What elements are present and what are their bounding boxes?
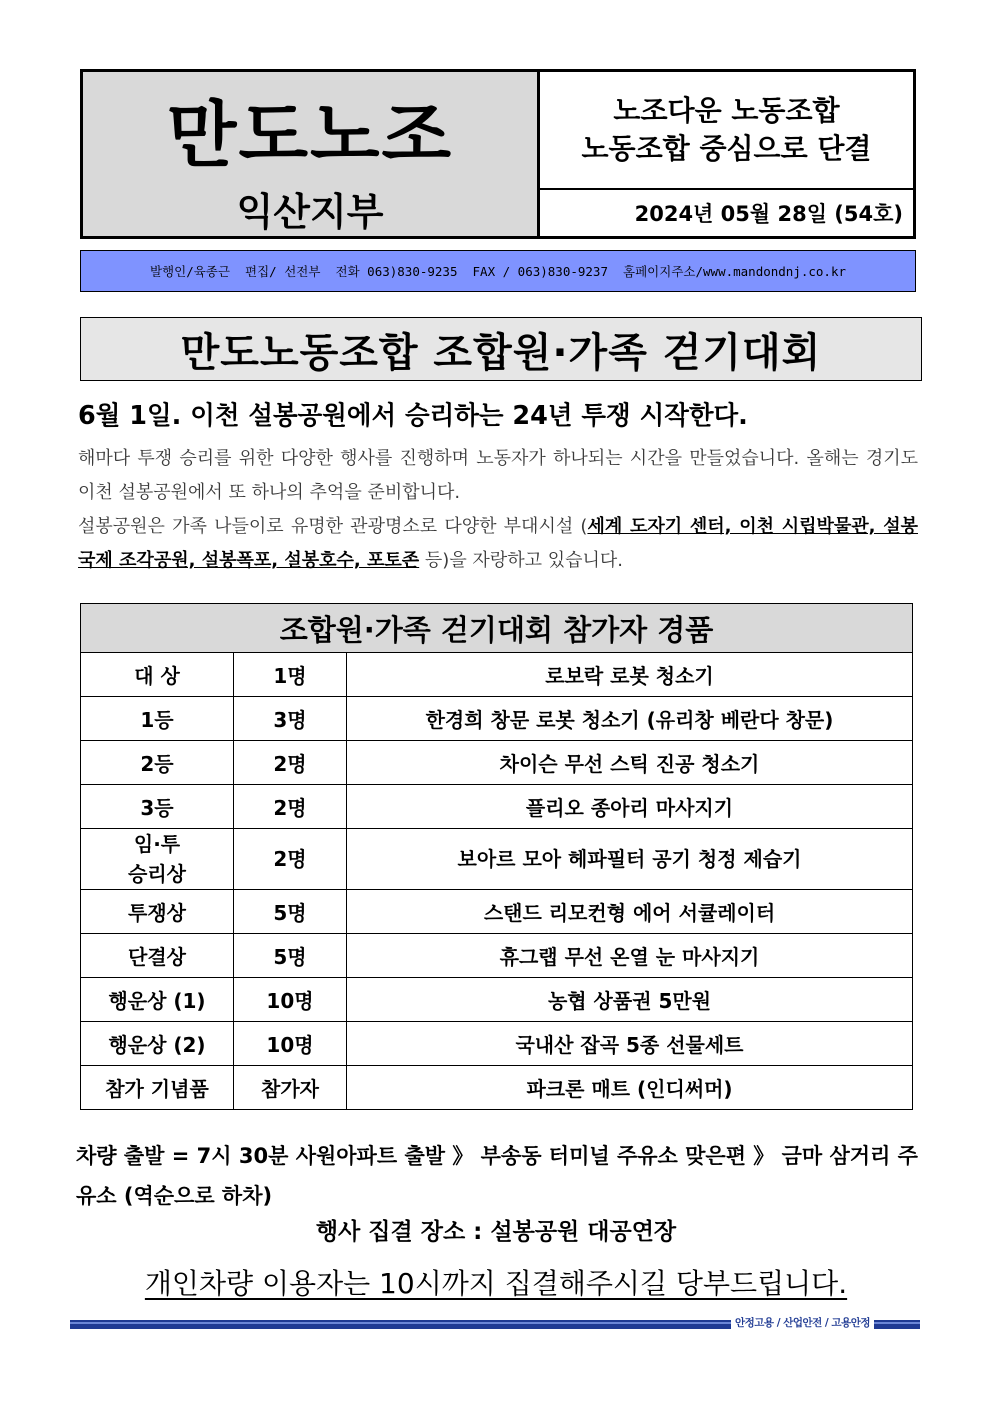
count-cell: 5명 (234, 934, 347, 978)
prize-cell: 스탠드 리모컨형 에어 서큘레이터 (347, 890, 913, 934)
rank-line-2: 승리상 (128, 862, 186, 886)
slogan-line-2: 노동조합 중심으로 단결 (581, 132, 872, 165)
table-row (81, 890, 913, 934)
table-row (81, 1022, 913, 1066)
slogan (540, 72, 913, 190)
facilities-text-before: 설봉공원은 가족 나들이로 유명한 관광명소로 다양한 부대시설 ( (78, 516, 588, 537)
private-car-notice (0, 1262, 992, 1302)
table-row (81, 829, 913, 890)
count-cell: 2명 (234, 741, 347, 785)
footer-tag: 안정고용 / 산업안전 / 고용안정 (731, 1315, 874, 1330)
prize-cell: 보아르 모아 헤파필터 공기 청정 제습기 (347, 829, 913, 890)
rank-line-1: 임·투 (133, 832, 181, 856)
rank-cell: 3등 (81, 785, 234, 829)
prize-cell: 휴그랩 무선 온열 눈 마사지기 (347, 934, 913, 978)
rank-cell: 행운상 (1) (81, 978, 234, 1022)
count-cell: 3명 (234, 697, 347, 741)
prize-table-title: 조합원·가족 걷기대회 참가자 경품 (81, 604, 913, 653)
masthead-info-block (540, 72, 913, 236)
table-row (81, 741, 913, 785)
table-row (81, 653, 913, 697)
rank-cell: 참가 기념품 (81, 1066, 234, 1110)
table-row (81, 934, 913, 978)
table-row (81, 697, 913, 741)
gathering-place: 행사 집결 장소 : 설봉공원 대공연장 (315, 1219, 677, 1245)
prize-table (80, 603, 913, 1110)
footer-rule (70, 1318, 920, 1330)
prize-cell: 한경희 창문 로봇 청소기 (유리창 베란다 창문) (347, 697, 913, 741)
prize-cell: 로보락 로봇 청소기 (347, 653, 913, 697)
publisher-bar: 발행인/육종근 편집/ 선전부 전화 063)830-9235 FAX / 063)830-9237 홈페이지주소/www.mandondnj.co.kr (80, 250, 916, 292)
subheadline: 6월 1일. 이천 설봉공원에서 승리하는 24년 투쟁 시작한다. (78, 401, 748, 431)
count-cell: 2명 (234, 829, 347, 890)
prize-cell: 파크론 매트 (인디써머) (347, 1066, 913, 1110)
count-cell: 10명 (234, 978, 347, 1022)
table-row (81, 785, 913, 829)
rank-cell: 행운상 (2) (81, 1022, 234, 1066)
table-row (81, 978, 913, 1022)
slogan-line-1: 노조다운 노동조합 (613, 94, 840, 127)
newsletter-title: 만도노조 (166, 93, 454, 177)
masthead-title-block (83, 72, 540, 236)
count-cell: 2명 (234, 785, 347, 829)
bus-route: 차량 출발 = 7시 30분 사원아파트 출발 》 부송동 터미널 주유소 맞은편 》 금마 삼거리 주유소 (역순으로 하차) (76, 1144, 918, 1208)
masthead (80, 69, 916, 239)
rank-cell: 대 상 (81, 653, 234, 697)
facilities-text-after: 등)을 자랑하고 있습니다. (419, 550, 623, 571)
headline: 만도노동조합 조합원·가족 걷기대회 (80, 317, 922, 381)
branch-name: 익산지부 (236, 190, 384, 234)
rank-cell: 단결상 (81, 934, 234, 978)
rank-cell: 2등 (81, 741, 234, 785)
rank-cell (81, 829, 234, 890)
count-cell: 5명 (234, 890, 347, 934)
rank-cell: 1등 (81, 697, 234, 741)
paragraph-facilities (78, 510, 918, 578)
prize-cell: 차이슨 무선 스틱 진공 청소기 (347, 741, 913, 785)
facilities-list: 세계 도자기 센터, 이천 시립박물관, 설봉 국제 조각공원, 설봉폭포, 설봉호수, 포토존 (78, 516, 918, 571)
prize-cell: 플리오 종아리 마사지기 (347, 785, 913, 829)
count-cell: 10명 (234, 1022, 347, 1066)
count-cell: 1명 (234, 653, 347, 697)
count-cell: 참가자 (234, 1066, 347, 1110)
issue-date: 2024년 05월 28일 (54호) (634, 202, 903, 226)
rank-cell: 투쟁상 (81, 890, 234, 934)
table-row (81, 1066, 913, 1110)
prize-cell: 국내산 잡곡 5종 선물세트 (347, 1022, 913, 1066)
paragraph-intro: 해마다 투쟁 승리를 위한 다양한 행사를 진행하며 노동자가 하나되는 시간을 만들었습니다. 올해는 경기도 이천 설봉공원에서 또 하나의 추억을 준비합니다. (78, 448, 918, 503)
notice-text: 개인차량 이용자는 10시까지 집결해주시길 당부드립니다. (144, 1267, 848, 1300)
prize-cell: 농협 상품권 5만원 (347, 978, 913, 1022)
